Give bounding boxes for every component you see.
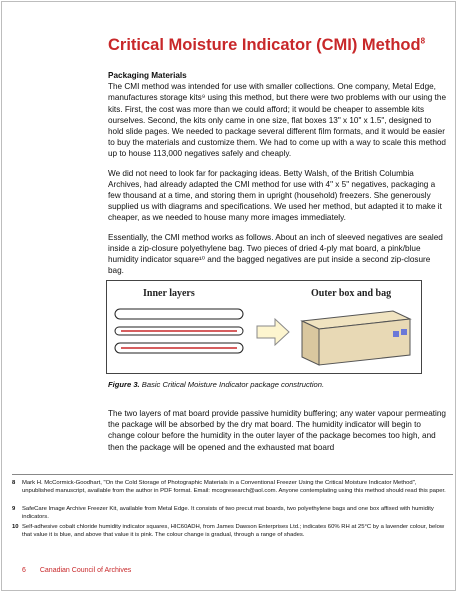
inner-layers-illustration — [115, 309, 243, 353]
inner-layers-label: Inner layers — [143, 288, 195, 299]
after-figure-text — [108, 408, 446, 453]
footnote-rule — [12, 474, 453, 475]
page-footer — [22, 567, 143, 574]
figure-3 — [106, 280, 422, 374]
arrow-icon — [257, 319, 289, 345]
figure-caption: Figure 3. Basic Critical Moisture Indicator package construction. — [108, 380, 325, 389]
footnote-10: 10 Self-adhesive cobalt chloride humidity indicator squares, HIC60ADH, from James Dawson Enterprises Ltd.; indicates 60% RH at 25°C by a lavender colour, below that value it is blue, and above that value it is pink. The colour change is gradual, through a range of shades. — [12, 524, 445, 539]
outer-box-label: Outer box and bag — [311, 288, 392, 299]
paragraph-3: Essentially, the CMI method works as follows. About an inch of sleeved negatives are sealed inside a zip-closure polyethylene bag. Two pieces of dried 4-ply mat board, a pink/blue humidity indicator square¹⁰ and the bagged negatives are put inside a second zip-closure bag. — [108, 232, 443, 276]
subheading: Packaging Materials — [108, 71, 187, 80]
page-number: 6 — [22, 567, 26, 574]
page-title: Critical Moisture Indicator (CMI) Method$^8$ — [108, 36, 426, 54]
figure-illustration — [107, 281, 421, 373]
footnote-9: 9 SafeCare Image Archive Freezer Kit, available from Metal Edge. It consists of two precut mat boards, two polyethylene bags and one box affixed with humidity indicators. — [12, 506, 434, 521]
footer-org: Canadian Council of Archives — [39, 567, 132, 574]
paragraph-1: The CMI method was intended for use with smaller collections. One company, Metal Edge, manufactures storage kits⁹ using this method, but there were two problems with our using the kits. First, the cost was more than we could afford; it would be cheaper to assemble kits ourselves. Second, the kits only came in one size, flat boxes 13" x 10" x 1.5", designed to hold slide pages. We needed to package several different film formats, and it would be easier to buy the materials and customize them. We had to come up with a way to scale this method up to house 113,000 negatives safely and cheaply. — [108, 82, 446, 159]
footnote-8: 8 Mark H. McCormick-Goodhart, "On the Cold Storage of Photographic Materials in a Conventional Freezer Using the Critical Moisture Indicator Method", unpublished manuscript, available from the author in PDF format. Email: mcogresearch@aol.com. Anyone contemplating using this method should read this paper. — [12, 480, 446, 495]
outer-box-illustration — [302, 311, 410, 365]
main-text — [108, 70, 446, 276]
paragraph-2: We did not need to look far for packaging ideas. Betty Walsh, of the British Columbia Archives, had already adapted the CMI method for use with 4" x 5" negatives, packaging a few thousand at a time, and storing them in upright (household) freezers. She generously supplied us with diagrams and specifications. We used her method, but adapted it to make it cheaper, as we needed to house many more images immediately. — [108, 168, 442, 223]
paragraph-4: The two layers of mat board provide passive humidity buffering; any water vapour permeating the package will be absorbed by the dry mat board. The humidity indicator will begin to change colour before the humidity in the outer layer of the package becomes too high, and then the package will be opened and the exhausted mat board — [108, 409, 446, 452]
